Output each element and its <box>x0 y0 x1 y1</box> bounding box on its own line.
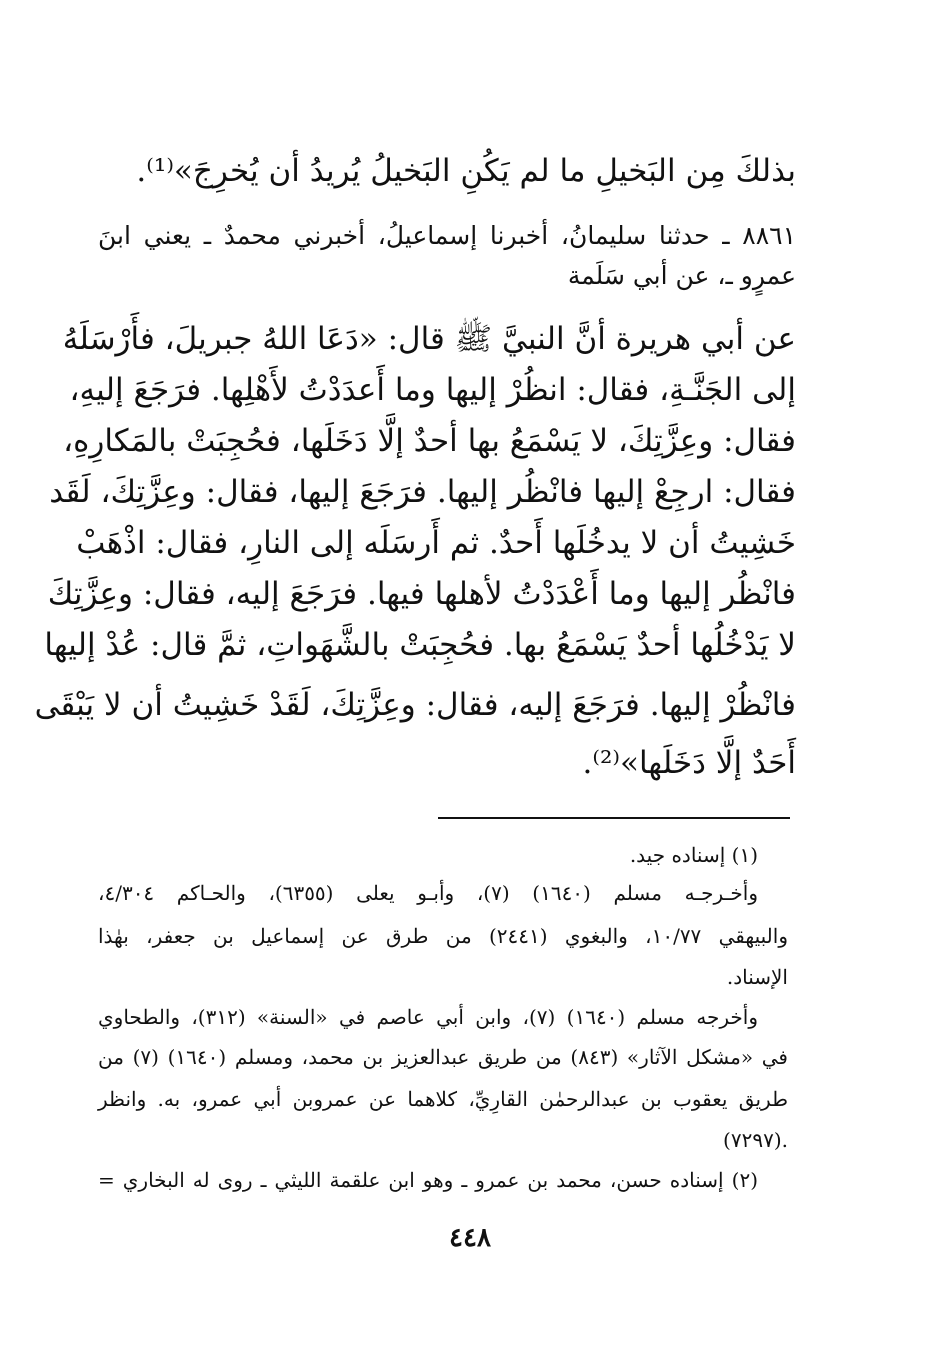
page-number: ٤٤٨ <box>449 1223 491 1253</box>
matn-line-4: فقال: ارجِعْ إليها فانْظُر إليها. فرَجَعَ إليها، فقال: وعِزَّتِكَ، لَقَد <box>49 474 796 510</box>
footnote-1-line-3: والبيهقي ١٠/٧٧، والبغوي (٢٤٤١) من طرق عن إسماعيل بن جعفر، بهٰذا <box>98 924 788 948</box>
matn-line-7: لا يَدْخُلُها أحدٌ يَسْمَعُ بها. فحُجِبَتْ بالشَّهَواتِ، ثمَّ قال: عُدْ إليها <box>44 627 796 663</box>
matn-line-9: أَحَدٌ إلَّا دَخَلَها»⁽²⁾. <box>582 745 796 781</box>
matn-line-8: فانْظُرْ إليها. فرَجَعَ إليه، فقال: وعِزَّتِكَ، لَقَدْ خَشِيتُ أن لا يَبْقَى <box>34 687 796 723</box>
footnote-1-line-5: وأخرجه مسلم (١٦٤٠) (٧)، وابن أبي عاصم في «السنة» (٣١٢)، والطحاوي <box>98 1005 759 1029</box>
footnote-1-line-4: الإسناد. <box>726 965 788 989</box>
footnote-1-line-8: (٧٢٩٧). <box>723 1128 788 1152</box>
matn-line-3: فقال: وعِزَّتِكَ، لا يَسْمَعُ بها أحدٌ إلَّا دَخَلَها، فحُجِبَتْ بالمَكارِهِ، <box>63 423 796 459</box>
footnote-separator <box>438 817 790 819</box>
footnote-1-heading: (١) إسناده جيد. <box>629 843 758 867</box>
isnad-line-2: عمرٍو ـ، عن أبي سَلَمة <box>567 261 796 290</box>
footnote-1-line-7: طريق يعقوب بن عبدالرحمٰن القارِيِّ، كلاهما عن عمروبن أبي عمرو، به. وانظر <box>98 1087 788 1111</box>
matn-line-6: فانْظُر إليها وما أَعْدَدْتُ لأهلها فيها. فرَجَعَ إليه، فقال: وعِزَّتِكَ <box>47 576 796 612</box>
footnote-1-line-6: في «مشكل الآثار» (٨٤٣) من طريق عبدالعزيز بن محمد، ومسلم (١٦٤٠) (٧) من <box>98 1045 788 1069</box>
matn-line-5: خَشِيتُ أن لا يدخُلَها أَحدٌ. ثم أَرسَلَه إلى النارِ، فقال: اذْهَبْ <box>76 525 796 561</box>
matn-line-2: إلى الجَنَّـةِ، فقال: انظُرْ إليها وما أَعدَدْتُ لأَهْلِها. فرَجَعَ إليهِ، <box>69 372 796 408</box>
footnote-1-line-2: وأخـرجـه مسلم (١٦٤٠) (٧)، وأبـو يعلى (٦٣٥٥)، والحـاكم ٤/٣٠٤، <box>98 881 758 905</box>
isnad-line-1: ٨٨٦١ ـ حدثنا سليمانُ، أخبرنا إسماعيلُ، أخبرني محمدٌ ـ يعني ابنَ <box>98 221 796 250</box>
footnote-2-line-1: (٢) إسناده حسن، محمد بن عمرو ـ وهو ابن علقمة الليثي ـ روى له البخاري = <box>98 1168 758 1192</box>
matn-line-1: عن أبي هريرة أنَّ النبيَّ ﷺ قال: «دَعَا اللهُ جبريلَ، فأَرْسَلَهُ <box>62 321 796 357</box>
hadith-closing-line: بذلكَ مِن البَخيلِ ما لم يَكُنِ البَخيلُ يُريدُ أن يُخرِجَ»⁽¹⁾. <box>136 153 796 189</box>
